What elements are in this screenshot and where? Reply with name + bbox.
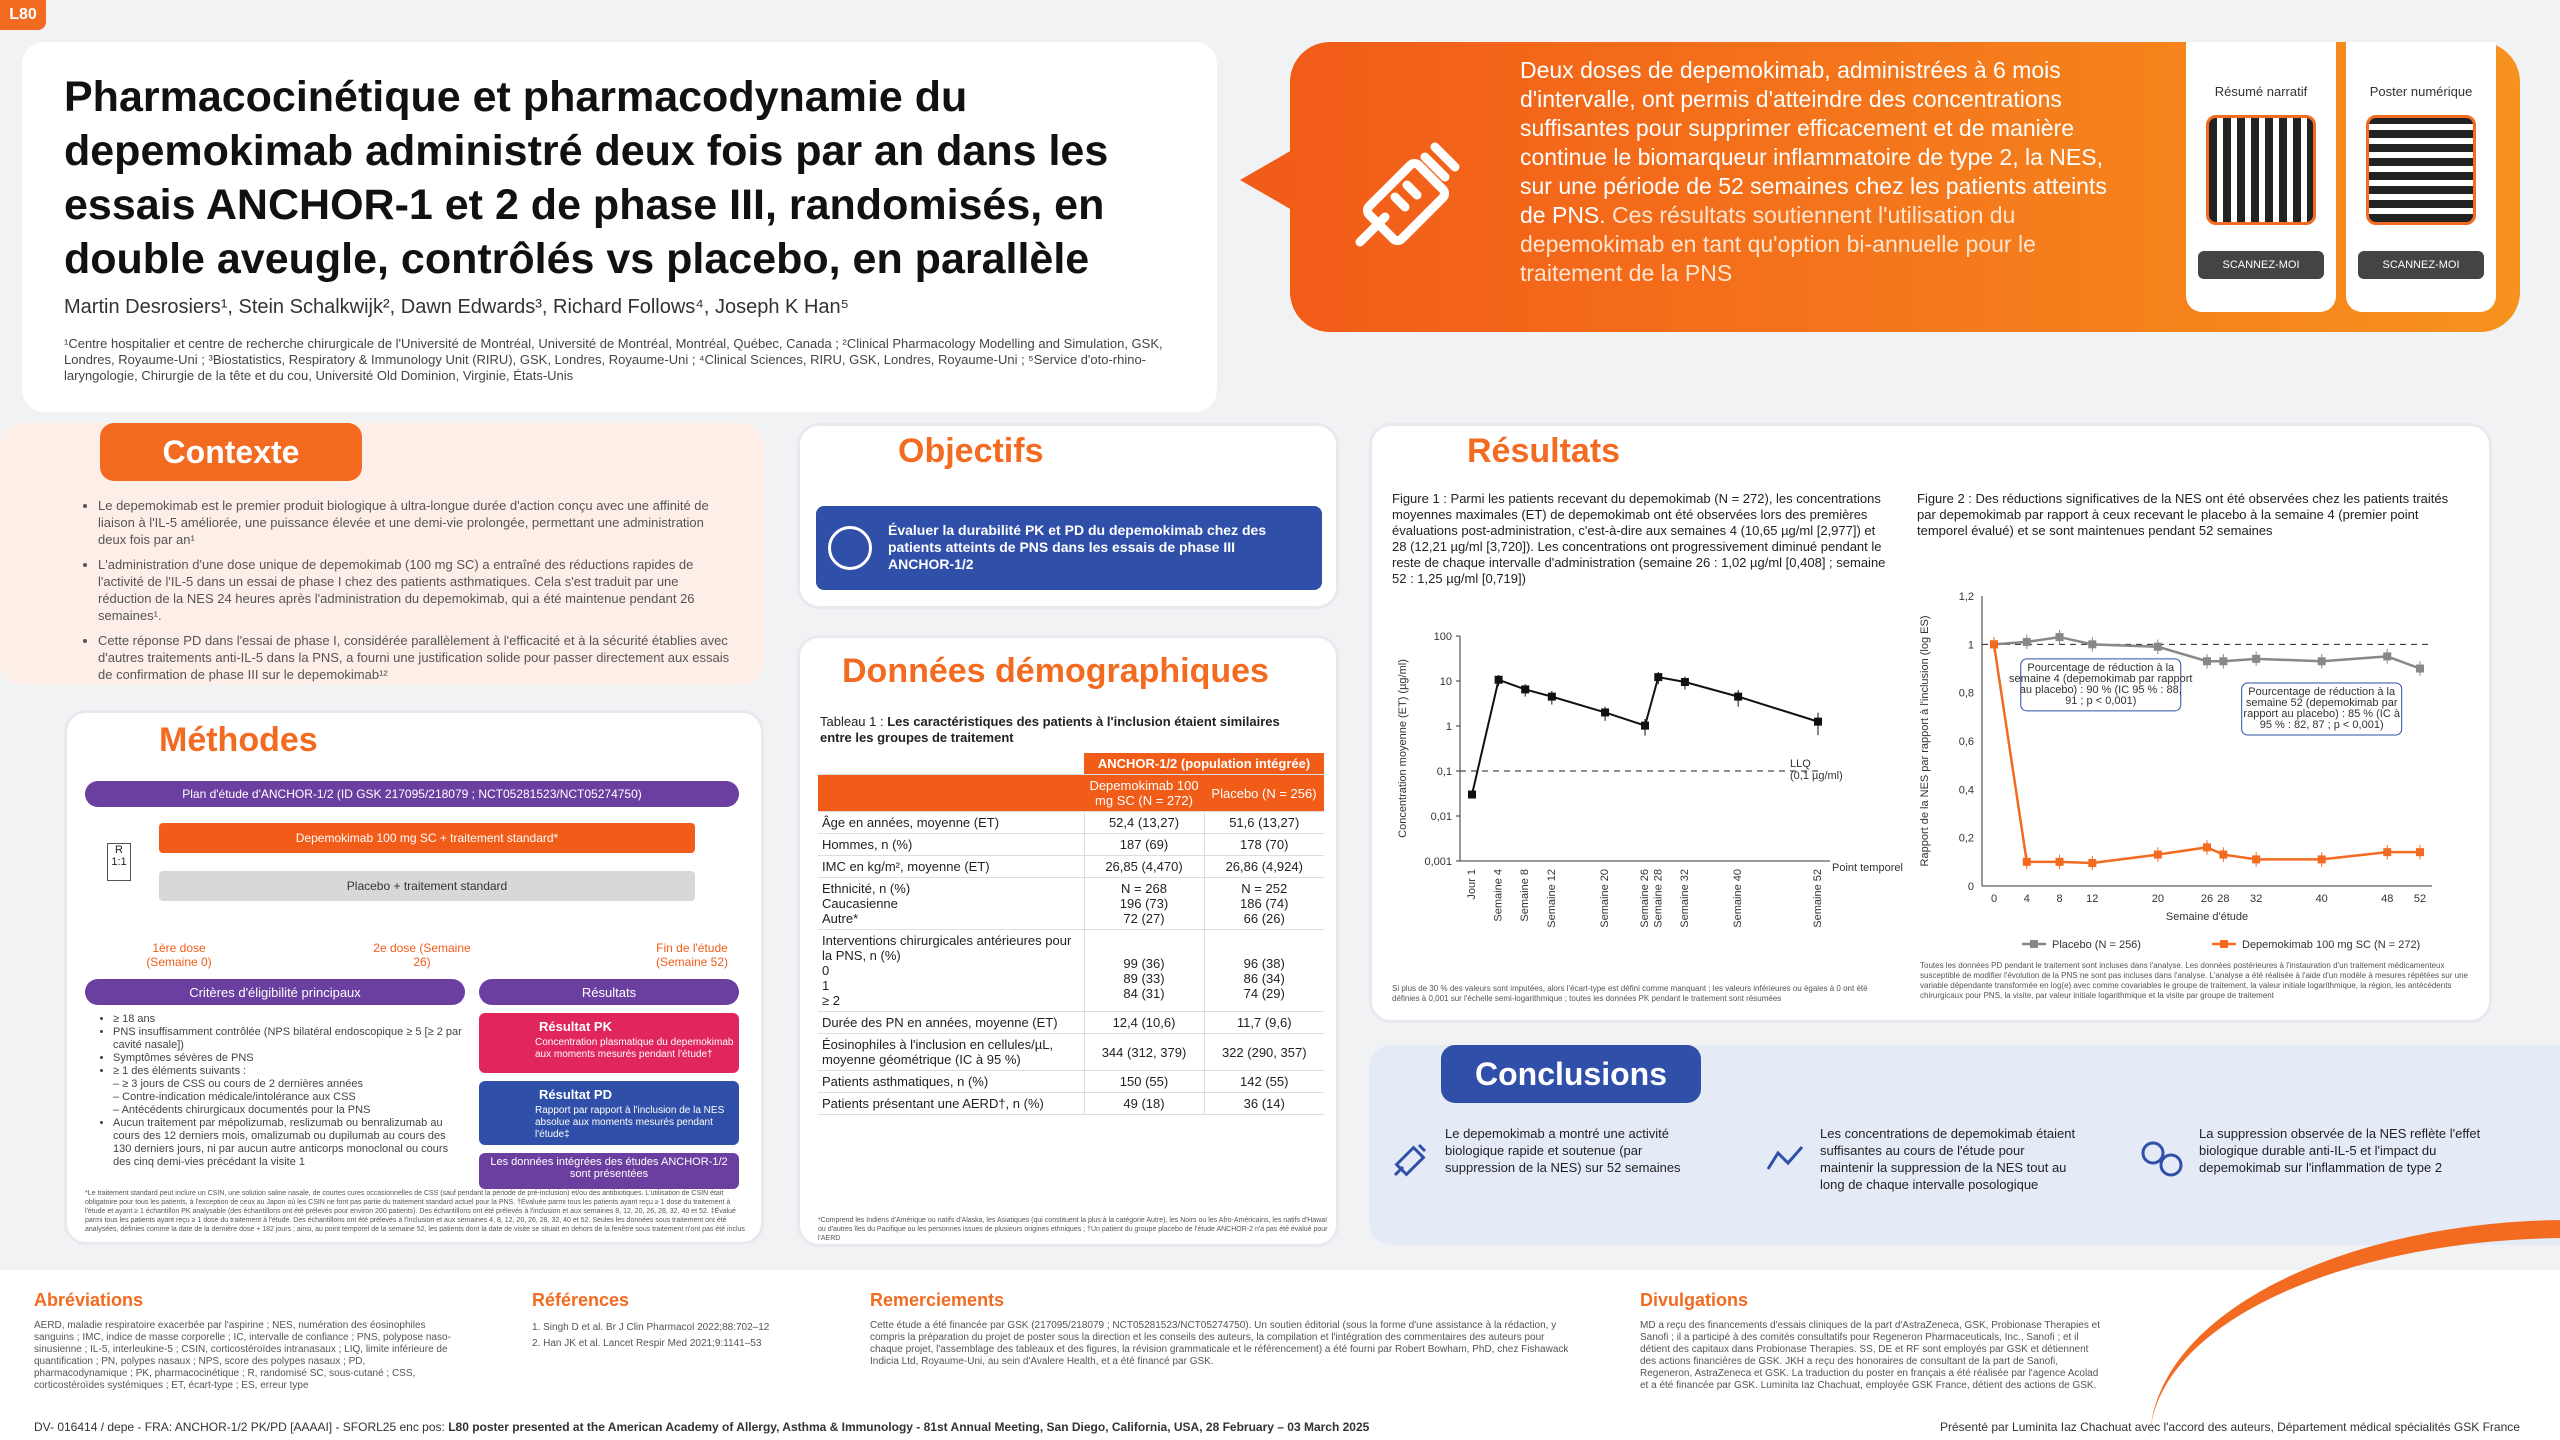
data-point: [1468, 791, 1476, 799]
y-axis-label: Concentration moyenne (ET) (µg/ml): [1397, 659, 1409, 838]
qr-label: Poster numérique: [2369, 84, 2473, 99]
x-tick-label: 48: [2381, 893, 2394, 905]
bottom-line: [34, 1420, 2534, 1434]
figure1-note: Si plus de 30 % des valeurs sont imputées, alors l'écart-type est défini comme manquant ; les valeurs inférieures ou égales à 0 ont été définies à 0,001 sur l'échelle semi-logarithmique ; toutes les données PK pendant le traitement sont résumées: [1392, 984, 1868, 1003]
methods-card: [64, 710, 764, 1245]
demo-footnote: *Comprend les Indiens d'Amérique ou natifs d'Alaska, les Asiatiques (qui constituent la plus à la catégorie Autre), les Noirs ou les Afro-Américains, les natifs d'Hawaï ou d'autres îles du Pacifique ou les personnes issues de plusieurs origines ethniques ; †Un patient du groupe placebo de l'étude ANCHOR-2 n'a pas été évalué pour l'AERD: [818, 1217, 1328, 1242]
data-point: [1681, 678, 1689, 686]
row-value: 36 (14): [1204, 1093, 1324, 1115]
x-tick-label: Semaine 8: [1519, 869, 1532, 922]
title-card: [22, 42, 1217, 412]
study-plan-bar: Plan d'étude d'ANCHOR-1/2 (ID GSK 217095/218079 ; NCT05281523/NCT05274750): [85, 781, 739, 807]
pd-result-box: [479, 1081, 739, 1145]
section-title: Conclusions: [1441, 1045, 1701, 1103]
context-bullets: [82, 497, 732, 691]
row-label: Interventions chirurgicales antérieures pour la PNS, n (%) 0 1 ≥ 2: [818, 930, 1084, 1012]
data-point: [2056, 858, 2064, 866]
x-tick-label: Semaine 20: [1599, 869, 1612, 928]
ref-title: Références: [532, 1290, 630, 1310]
data-point: [1814, 718, 1822, 726]
table-corner: [818, 753, 1084, 775]
scan-button[interactable]: SCANNEZ-MOI: [2358, 251, 2484, 279]
data-point: [2318, 855, 2326, 863]
footer: [0, 1270, 2560, 1440]
x-tick-label: 26: [2200, 893, 2214, 905]
abbr-title: Abréviations: [34, 1290, 144, 1310]
demographics-card: [797, 635, 1339, 1247]
section-title: Données démographiques: [842, 652, 1269, 690]
x-tick-label: Semaine 26: [1639, 869, 1651, 928]
callout-1: [2009, 659, 2192, 711]
objectives-card: [797, 423, 1339, 609]
ref-1: 1. Singh D et al. Br J Clin Pharmacol 2022;88:702–12: [532, 1322, 770, 1333]
pk-title: Résultat PK: [539, 1019, 612, 1034]
cells-icon: [2139, 1139, 2187, 1179]
row-value: 26,85 (4,470): [1084, 856, 1204, 878]
x-tick-label: Semaine 12: [1545, 869, 1558, 928]
list-item: • PNS insuffisamment contrôlée (NPS bilatéral endoscopique ≥ 5 [≥ 2 par cavité nasale]): [113, 1026, 467, 1052]
x-tick-label: 20: [2151, 893, 2164, 905]
qr-code[interactable]: [2366, 115, 2476, 225]
row-label: Patients présentant une AERD†, n (%): [818, 1093, 1084, 1115]
callout-2: [2242, 683, 2402, 735]
row-value: 96 (38) 86 (34) 74 (29): [1204, 930, 1324, 1012]
data-point: [2252, 655, 2260, 663]
y-tick-label: 0: [1967, 881, 1974, 893]
objective-text: Évaluer la durabilité PK et PD du depemokimab chez des patients atteints de PNS dans les essais de phase III ANCHOR-1/2: [888, 522, 1267, 572]
affiliations: ¹Centre hospitalier et centre de recherche chirurgicale de l'Université de Montréal, Université de Montréal, Montréal, Québec, Canada ; ²Clinical Pharmacology Modelling and Simulation, GSK, Londres, Royaume-Uni ; ³Biostatistics, Respiratory & Immunology Unit (RIRU), GSK, Londres, Royaume-Uni ; ⁴Clinical Sciences, RIRU, GSK, Londres, Royaume-Uni ; ⁵Service d'oto-rhino-laryngologie, Chirurgie de la tête et du cou, Université Old Dominion, Virginie, États-Unis: [64, 336, 1163, 383]
criteria-list: [97, 1013, 467, 1169]
pk-series-line: [1472, 677, 1818, 794]
row-label: Âge en années, moyenne (ET): [818, 812, 1084, 834]
x-tick-label: Semaine 52: [1812, 869, 1824, 928]
criteria-header: [85, 979, 465, 1005]
row-value: 178 (70): [1204, 834, 1324, 856]
row-value: N = 268 196 (73) 72 (27): [1084, 878, 1204, 930]
table-row: [818, 834, 1324, 856]
table-row: [818, 1012, 1324, 1034]
x-tick-label: 8: [2056, 893, 2063, 905]
abbr-text: AERD, maladie respiratoire exacerbée par l'aspirine ; NES, numération des éosinophiles sanguins ; IMC, indice de masse corporelle ; IC, intervalle de confiance ; PNS, polypose naso-sinusienne ; IL-5, interleukine-5 ; CSIN, corticostéroïdes intranasaux ; LIQ, limite inférieure de quantification ; PN, polypes nasaux ; NPS, score des polypes nasaux ; PD, pharmacodynamique ; PK, pharmacocinétique ; R, randomisé SC, sous-cutané ; CSS, corticostéroïdes systémiques ; ET, écart-type ; ES, erreur type: [34, 1320, 451, 1391]
legend-marker: [2220, 940, 2228, 948]
data-point: [1521, 685, 1529, 693]
row-value: 12,4 (10,6): [1084, 1012, 1204, 1034]
table-row: [818, 1071, 1324, 1093]
syringe-icon: [1335, 127, 1475, 267]
conclusion-text: Le depemokimab a montré une activité biologique rapide et soutenue (par suppression de la NES) sur 52 semaines: [1445, 1126, 1681, 1175]
data-point: [2056, 633, 2064, 641]
col-placebo: Placebo (N = 256): [1204, 775, 1324, 812]
y-axis-label: Rapport de la NES par rapport à l'inclusion (log ES): [1919, 615, 1931, 867]
section-title: Contexte: [100, 423, 362, 481]
corner-tag: L80: [0, 0, 46, 30]
data-point: [2383, 848, 2391, 856]
key-message-banner: [1290, 42, 2520, 332]
key-message-support: Ces résultats soutiennent l'utilisation du depemokimab en tant qu'option bi-annuelle pour le traitement de la PNS: [1520, 202, 2036, 286]
pd-text: Rapport par rapport à l'inclusion de la NES absolue aux moments mesurés pendant l'étude‡: [535, 1105, 725, 1140]
x-tick-label: 32: [2250, 893, 2263, 905]
rand-box: R 1:1: [107, 843, 131, 881]
arm-depemokimab: Depemokimab 100 mg SC + traitement standard*: [159, 823, 695, 853]
col-depemokimab: Depemokimab 100 mg SC (N = 272): [1084, 775, 1204, 812]
row-label: Éosinophiles à l'inclusion en cellules/µL, moyenne géométrique (IC à 95 %): [818, 1034, 1084, 1071]
dose-2-label: 2e dose (Semaine 26): [373, 941, 471, 969]
row-label: Hommes, n (%): [818, 834, 1084, 856]
qr-card-poster: [2346, 42, 2496, 312]
y-tick-label: 1: [1445, 721, 1452, 733]
trend-icon: [1764, 1139, 1808, 1179]
row-value: N = 252 186 (74) 66 (26): [1204, 878, 1324, 930]
row-label: IMC en kg/m², moyenne (ET): [818, 856, 1084, 878]
data-point: [2154, 643, 2162, 651]
table-row: [818, 856, 1324, 878]
qr-code[interactable]: [2206, 115, 2316, 225]
pk-text: Concentration plasmatique du depemokimab aux moments mesurés pendant l'étude†: [535, 1037, 734, 1060]
section-title: Objectifs: [898, 432, 1044, 470]
row-value: 150 (55): [1084, 1071, 1204, 1093]
data-point: [1734, 693, 1742, 701]
legend-marker: [2030, 940, 2038, 948]
row-label: Durée des PN en années, moyenne (ET): [818, 1012, 1084, 1034]
x-tick-label: Semaine 28: [1652, 869, 1665, 928]
row-value: 51,6 (13,27): [1204, 812, 1324, 834]
scan-button[interactable]: SCANNEZ-MOI: [2198, 251, 2324, 279]
data-point: [2154, 851, 2162, 859]
y-tick-label: 100: [1433, 631, 1452, 643]
data-point: [2203, 843, 2211, 851]
callout-text: Pourcentage de réduction à la semaine 52 (depemokimab par rapport au placebo) : 85 % (IC à 95 % : 82, 87 ; p < 0,001): [2243, 686, 2400, 731]
data-point: [1641, 722, 1649, 730]
data-point: [1548, 693, 1556, 701]
y-tick-label: 0,8: [1958, 687, 1974, 700]
table-corner: [818, 775, 1084, 812]
list-item: • ≥ 18 ans: [113, 1013, 467, 1026]
data-point: [2219, 657, 2227, 665]
table-row: [818, 1034, 1324, 1071]
section-title: Résultats: [1467, 432, 1621, 470]
row-label: Patients asthmatiques, n (%): [818, 1071, 1084, 1093]
target-icon: [828, 526, 872, 570]
lloq-label: LLQ (0,1 µg/ml): [1790, 758, 1843, 782]
pooled-box: Les données intégrées des études ANCHOR-1/2 sont présentées: [479, 1153, 739, 1189]
data-point: [2219, 851, 2227, 859]
list-item: – ≥ 3 jours de CSS ou cours de 2 dernières années: [113, 1078, 364, 1090]
row-value: 26,86 (4,924): [1204, 856, 1324, 878]
legend-label: Depemokimab 100 mg SC (N = 272): [2242, 939, 2421, 951]
dose-1-label: 1ère dose (Semaine 0): [146, 941, 212, 969]
row-value: 99 (36) 89 (33) 84 (31): [1084, 930, 1204, 1012]
code-line: DV- 016414 / depe - FRA: ANCHOR-1/2 PK/PD [AAAAI] - SFORL25 enc pos:: [34, 1420, 445, 1434]
x-axis-label: Point temporel: [1832, 862, 1903, 874]
y-tick-label: 0,01: [1430, 811, 1452, 823]
conclusions-card: [1369, 1045, 2560, 1245]
y-tick-label: 1: [1967, 639, 1974, 652]
list-item: • Aucun traitement par mépolizumab, reslizumab ou benralizumab au cours des 12 derniers mois, omalizumab ou dupilumab au cours des 130 derniers jours, ni par aucun autre anticorps monoclonal ou cours des cinq demi-vies précédant la visite 1: [113, 1117, 467, 1169]
criteria-title: Critères d'éligibilité principaux: [189, 984, 361, 1000]
poster-title: Pharmacocinétique et pharmacodynamie du depemokimab administré deux fois par an dans les essais ANCHOR-1 et 2 de phase III, randomisés, en double aveugle, contrôlés vs placebo, en parallèle: [64, 73, 1109, 283]
row-value: 52,4 (13,27): [1084, 812, 1204, 834]
data-point: [1495, 676, 1503, 684]
group-header: ANCHOR-1/2 (population intégrée): [1084, 753, 1324, 775]
ack-title: Remerciements: [870, 1290, 1005, 1310]
legend-label: Placebo (N = 256): [2052, 939, 2141, 951]
row-value: 11,7 (9,6): [1204, 1012, 1324, 1034]
data-point: [2023, 858, 2031, 866]
table-row: [818, 1093, 1324, 1115]
footer-wave: [2150, 1220, 2560, 1440]
caption-prefix: Tableau 1 :: [820, 714, 888, 729]
y-tick-label: 1,2: [1958, 591, 1974, 603]
x-tick-label: 0: [1990, 893, 1998, 905]
syringe-icon: [1389, 1137, 1433, 1181]
data-point: [2252, 855, 2260, 863]
figure2-note: Toutes les données PD pendant le traitement sont incluses dans l'analyse. Les données postérieures à l'instauration d'un traitement médicamenteux susceptible de modifier l'évolution de la PNS ne sont pas incluses dans l'analyse. L'analyse a été réalisée à l'aide d'un modèle à mesures répétées sur une variable dépendante transformée en log(e) avec comme covariables le groupe de traitement, la valeur initiale logarithmique, la région, les antécédents chirurgicaux pour PNS, la visite, par valeur initiale logarithmique et la visite par groupe de traitement: [1920, 961, 2468, 1000]
x-tick-label: Semaine 32: [1678, 869, 1691, 928]
y-tick-label: 0,2: [1958, 832, 1974, 845]
objective-box: [816, 506, 1322, 590]
x-tick-label: 52: [2413, 893, 2427, 905]
x-tick-label: 4: [2023, 893, 2030, 905]
end-label: Fin de l'étude (Semaine 52): [655, 941, 729, 969]
key-message-main: Deux doses de depemokimab, administrées à 6 mois d'intervalle, ont permis d'atteindre des concentrations suffisantes pour supprimer efficacement et de manière continue le biomarqueur inflammatoire de type 2, la NES, sur une période de 52 semaines chez les patients atteints de PNS.: [1520, 57, 2107, 228]
demographics-table: [818, 753, 1324, 1115]
qr-label: Résumé narratif: [2214, 84, 2308, 99]
results-card: [1369, 423, 2492, 1023]
x-tick-label: 28: [2217, 893, 2230, 905]
disc-title: Divulgations: [1640, 1290, 1749, 1310]
arm-placebo: Placebo + traitement standard: [159, 871, 695, 901]
y-tick-label: 0,001: [1424, 856, 1452, 868]
presenter-line: Présenté par Luminita Iaz Chachuat avec l'accord des auteurs, Département médical spécialités GSK France: [1940, 1420, 2520, 1434]
list-item: – Contre-indication médicale/intolérance aux CSS: [113, 1091, 356, 1103]
row-label: Ethnicité, n (%) Caucasienne Autre*: [818, 878, 1084, 930]
ref-2: 2. Han JK et al. Lancet Respir Med 2021;9:1141–53: [532, 1338, 762, 1349]
figure2-chart: [1912, 556, 2472, 956]
ack-text: Cette étude a été financée par GSK (217095/218079 ; NCT05281523/NCT05274750). Un soutien éditorial (sous la forme d'une assistance à la rédaction, y compris la préparation du projet de poster sous la direction et les conseils des auteurs, la compilation et l'intégration des commentaires des auteurs pour chaque projet, l'assemblage des tableaux et des figures, la révision grammaticale et le référencement) a été fourni par Robert Bowham, PhD, chez Fishawack Indicia Ltd, Royaume-Uni, au sein d'Avalere Health, et a été financé par GSK.: [870, 1320, 1569, 1367]
table-row: [818, 930, 1324, 1012]
disc-text: MD a reçu des financements d'essais cliniques de la part d'AstraZeneca, GSK, Probionase Therapies et Sanofi ; il a participé à des comités consultatifs pour Regeneron Pharmaceuticals, Inc., Sanofi ; et il détient des capitaux dans Probionase Therapies. SS, DE et RF sont employés par GSK et détiennent des actions financières de GSK. JKH a reçu des honoraires de consultant de la part de Sanofi, Regeneron, AstraZeneca et GSK. La traduction du poster en français a été réalisée par l'agence Acolad et a été financée par GSK. Luminita Iaz Chachuat, employée GSK France, détient des actions de GSK.: [1640, 1320, 2100, 1391]
conclusion-text: La suppression observée de la NES reflète l'effet biologique durable anti-IL-5 et l'impact du depemokimab sur l'inflammation de type 2: [2199, 1126, 2481, 1175]
table-row: [818, 812, 1324, 834]
y-tick-label: 0,1: [1436, 766, 1452, 778]
row-value: 187 (69): [1084, 834, 1204, 856]
x-tick-label: Semaine 4: [1492, 869, 1505, 922]
y-tick-label: 0,6: [1958, 736, 1974, 748]
list-item: • L'administration d'une dose unique de depemokimab (100 mg SC) a entraîné des réductions rapides de l'activité de l'IL-5 dans un essai de phase I chez des patients asthmatiques. Cela s'est traduit par une réduction de la NES 24 heures après l'administration du depemokimab, qui a été maintenue pendant 26 semaines¹.: [98, 556, 732, 624]
list-item: • Le depemokimab est le premier produit biologique à ultra-longue durée d'action conçu avec une affinité de liaison à l'IL-5 améliorée, une puissance élevée et une demi-vie prolongée, permettant une administration deux fois par an¹: [98, 497, 732, 548]
x-tick-label: 40: [2315, 893, 2328, 905]
results-header: Résultats: [479, 979, 739, 1005]
data-point: [2203, 657, 2211, 665]
x-tick-label: Jour 1: [1466, 869, 1478, 900]
figure2-caption: Figure 2 : Des réductions significatives de la NES ont été observées chez les patients traités par depemokimab par rapport à ceux recevant le placebo à la semaine 4 (premier point temporel évalué) et se sont maintenues pendant 52 semaines: [1917, 491, 2449, 538]
figure1-chart: [1390, 616, 1910, 956]
data-point: [2383, 652, 2391, 660]
row-value: 322 (290, 357): [1204, 1034, 1324, 1071]
y-tick-label: 10: [1439, 676, 1452, 688]
callout-text: Pourcentage de réduction à la semaine 4 (depemokimab par rapport au placebo) : 90 % (IC 95 % : 88, 91 ; p < 0,001): [2009, 661, 2193, 707]
data-point: [2416, 665, 2424, 673]
table-row: [818, 878, 1324, 930]
data-point: [2023, 638, 2031, 646]
list-item: • ≥ 1 des éléments suivants :: [113, 1065, 467, 1078]
methods-footnote: *Le traitement standard peut inclure un CSIN, une solution saline nasale, de courtes cures occasionnelles de CSS (sauf pendant la période de pré-inclusion) et/ou des antibiotiques. L'utilisation de CSIN était obligatoire pour tous les patients, à l'exception de ceux au Japon où les CSIN ne font pas partie du traitement standard actuel pour la PNS. †Évaluée parmi tous les patients ayant reçu ≥ 1 dose du traitement à l'étude et ayant ≥ 1 échantillon PK analysable (des échantillons ont été prélevés pour environ 200 patients). Des échantillons ont été prélevés à l'inclusion et aux semaines 8, 12, 20, 26, 28, 32, 40 et 52. ‡Évalué parmi tous les patients ayant reçu ≥ 1 dose du traitement à l'étude. Des échantillons ont été prélevés à l'inclusion et aux semaines 4, 8, 12, 20, 26, 28, 32, 40 et 52. Seules les données sous traitement ont été analysées, définies comme la date de la dernière dose + 182 jours ; ainsi, au point temporel de la semaine 52, les patients dont la date de visite se situait en dehors de la fenêtre sous traitement n'ont pas été inclus: [85, 1190, 745, 1233]
banner-pointer: [1240, 150, 1292, 210]
section-title: Méthodes: [159, 721, 318, 759]
presentation-line: L80 poster presented at the American Academy of Allergy, Asthma & Immunology - 81st Annual Meeting, San Diego, California, USA, 28 February – 03 March 2025: [448, 1420, 1370, 1434]
pd-title: Résultat PD: [539, 1087, 612, 1102]
row-value: 344 (312, 379): [1084, 1034, 1204, 1071]
list-item: – Antécédents chirurgicaux documentés pour la PNS: [113, 1104, 371, 1116]
x-tick-label: Semaine 40: [1732, 869, 1745, 928]
row-value: 49 (18): [1084, 1093, 1204, 1115]
data-point: [2416, 848, 2424, 856]
qr-card-narrative: [2186, 42, 2336, 312]
data-point: [2318, 657, 2326, 665]
x-tick-label: 12: [2086, 893, 2099, 905]
row-value: 142 (55): [1204, 1071, 1324, 1093]
conclusion-text: Les concentrations de depemokimab étaient suffisantes au cours de l'étude pour maintenir la suppression de la NES tout au long de chaque intervalle posologique: [1820, 1126, 2076, 1192]
caption-text: Les caractéristiques des patients à l'inclusion étaient similaires entre les groupes de traitement: [820, 714, 1280, 745]
y-tick-label: 0,4: [1958, 784, 1974, 797]
data-point: [1601, 708, 1609, 716]
authors: Martin Desrosiers¹, Stein Schalkwijk², Dawn Edwards³, Richard Follows⁴, Joseph K Han⁵: [64, 296, 849, 318]
data-point: [1990, 640, 1998, 648]
figure1-caption: Figure 1 : Parmi les patients recevant du depemokimab (N = 272), les concentrations moyennes maximales (ET) de depemokimab ont été observées lors des premières évaluations post-administration, c'est-à-dire aux semaines 4 (10,65 µg/ml [2,977]) et 28 (12,21 µg/ml [3,720]). Les concentrations ont progressivement diminué pendant le reste de chaque intervalle d'administration (semaine 26 : 1,02 µg/ml [0,408] ; semaine 52 : 1,25 µg/ml [0,719]): [1392, 491, 1886, 586]
pk-result-box: [479, 1013, 739, 1073]
data-point: [2088, 640, 2096, 648]
context-card: [0, 423, 764, 685]
data-point: [2088, 859, 2096, 867]
table-caption: [820, 714, 1310, 746]
x-axis-label: Semaine d'étude: [2165, 911, 2249, 923]
list-item: • Symptômes sévères de PNS: [113, 1052, 467, 1065]
list-item: • Cette réponse PD dans l'essai de phase I, considérée parallèlement à l'efficacité et à la sécurité établies avec d'autres traitements anti-IL-5 dans la PNS, a fourni une justification solide pour passer directement aux essais de confirmation de phase III sur le depemokimab¹²: [98, 632, 732, 683]
data-point: [1654, 673, 1662, 681]
